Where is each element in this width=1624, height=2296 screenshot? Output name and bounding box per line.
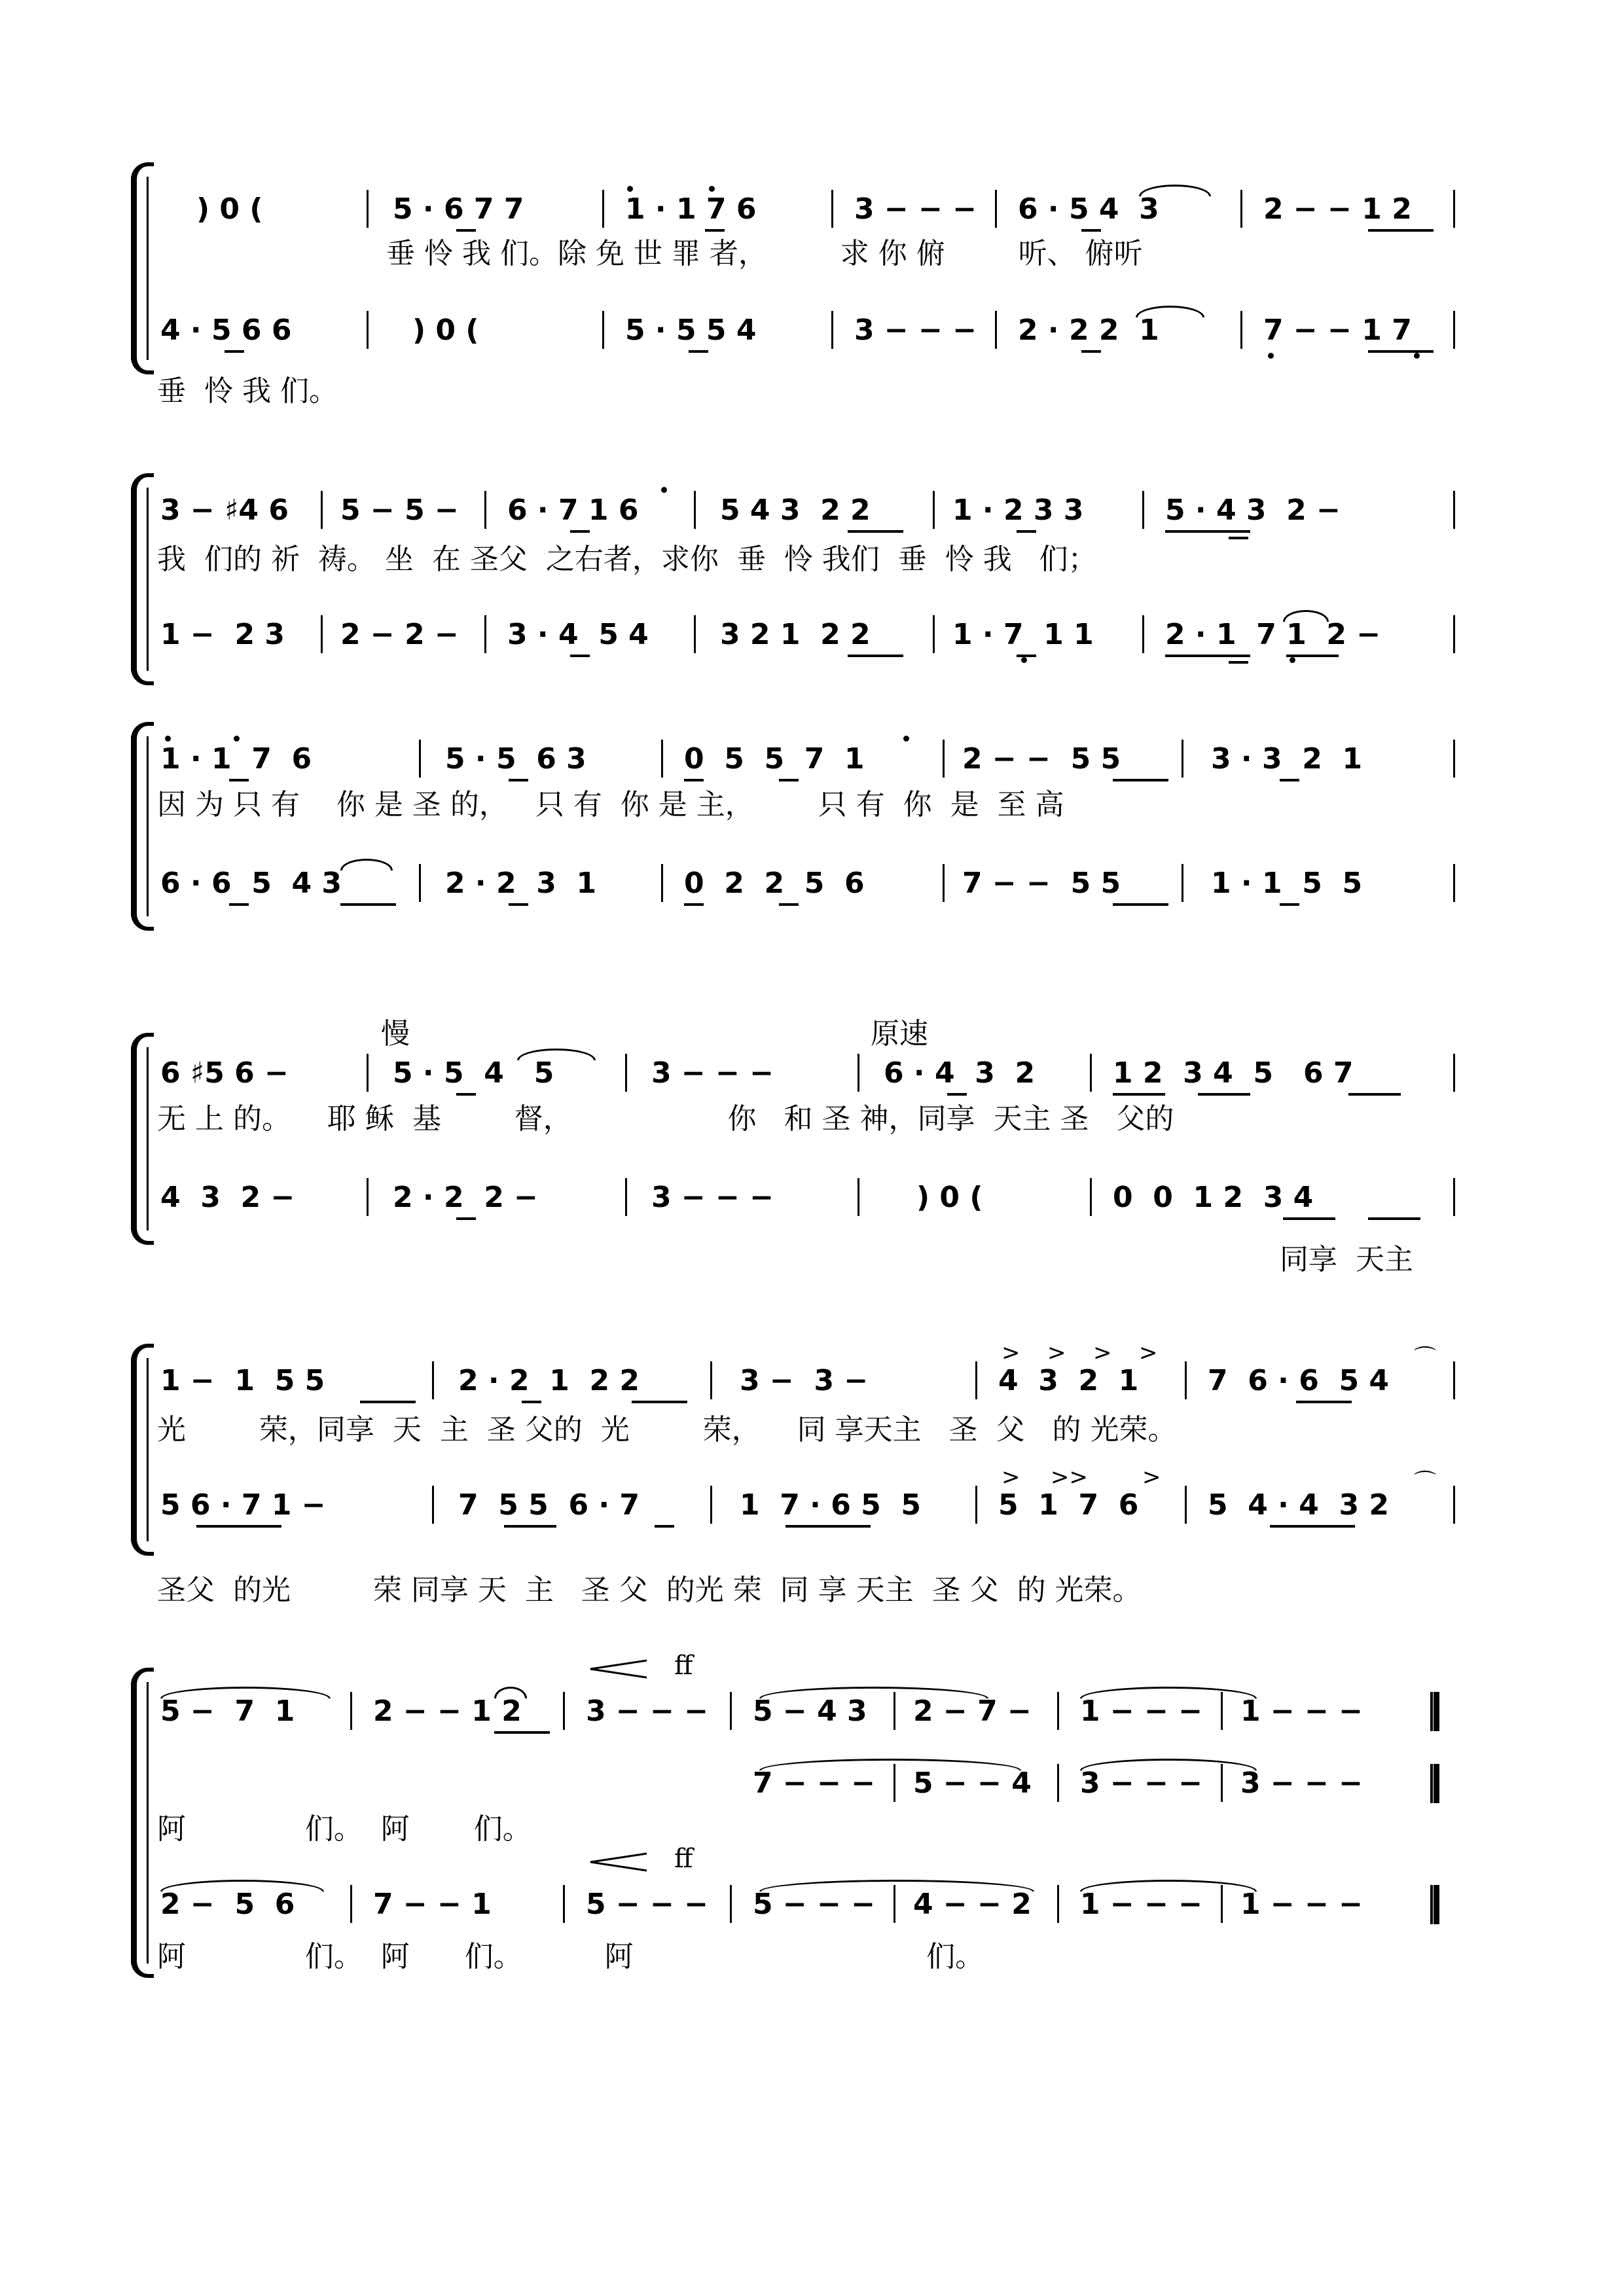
measure: 3 − − − xyxy=(586,1695,709,1728)
measure: 1 · 1 7 6 xyxy=(625,192,757,226)
alto-staff: 5 6 · 7 1 − 7 5 5 6 · 7 1 7 · 6 5 5 5 1 7 6 5 4 · 4 3 2 > >> > ⌒ xyxy=(0,1486,1624,1532)
measure: 1 · 7 1 1 xyxy=(952,618,1094,651)
measure: 6 · 4 3 2 xyxy=(884,1056,1036,1090)
measure: 7 5 5 6 · 7 xyxy=(458,1488,640,1522)
measure: 3 − 3 − xyxy=(740,1364,869,1397)
measure: 5 − 4 3 xyxy=(753,1695,867,1728)
measure: 5 − 7 1 xyxy=(160,1695,295,1728)
measure: 5 1 7 6 xyxy=(998,1488,1139,1522)
measure: 1 2 3 4 5 6 7 xyxy=(1113,1056,1354,1090)
measure: 2 · 2 1 2 2 xyxy=(458,1364,640,1397)
measure: 3 · 3 2 1 xyxy=(1211,742,1363,776)
soprano-staff xyxy=(0,740,1624,785)
measure: 2 − 7 − xyxy=(913,1695,1032,1728)
measure: 3 − ♯4 6 xyxy=(160,493,289,527)
measure: 7 − − 1 xyxy=(373,1888,492,1921)
measure: ) 0 ( xyxy=(916,1181,983,1214)
soprano-lyrics: 我 们的 祈 祷。 坐 在 圣父 之右者，求你 垂 怜 我们 垂 怜 我 们； xyxy=(157,543,1097,576)
measure: 5 − − − xyxy=(753,1888,876,1921)
alto-staff xyxy=(0,311,1624,357)
tempo-original-mark: 原速 xyxy=(871,1017,928,1050)
measure: 2 − − 1 2 xyxy=(373,1695,522,1728)
crescendo-hairpin xyxy=(589,1659,648,1679)
measure: ) 0 ( xyxy=(196,192,263,226)
alto-staff xyxy=(0,1178,1624,1224)
measure: 7 6 · 6 5 4 xyxy=(1208,1364,1390,1397)
measure: 5 − − 4 xyxy=(913,1767,1032,1800)
measure: 0 0 1 2 3 4 xyxy=(1113,1181,1314,1214)
soprano-staff xyxy=(0,190,1624,236)
measure: 1 · 2 3 3 xyxy=(952,493,1084,527)
measure: 6 · 7 1 6 xyxy=(507,493,639,527)
alto-staff xyxy=(0,615,1624,661)
alto-lyrics: 圣父 的光 荣 同享 天 主 圣 父 的光 荣 同 享 天主 圣 父 的 光荣。 xyxy=(157,1573,1142,1607)
measure: 1 7 · 6 5 5 xyxy=(740,1488,922,1522)
measure: 1 − − − xyxy=(1080,1888,1203,1921)
measure: 3 − − − xyxy=(854,192,977,226)
dynamic-ff: ff xyxy=(674,1651,693,1681)
measure: 5 4 · 4 3 2 xyxy=(1208,1488,1390,1522)
measure: 5 · 4 3 2 − xyxy=(1165,493,1341,527)
measure: 5 6 · 7 1 − xyxy=(160,1488,326,1522)
measure: 1 · 1 5 5 xyxy=(1211,867,1363,900)
measure: 3 − − − xyxy=(1240,1767,1363,1800)
measure: 6 · 6 5 4 3 xyxy=(160,867,342,900)
measure: 2 − − 5 5 xyxy=(962,742,1121,776)
crescendo-hairpin xyxy=(589,1852,648,1872)
measure: 2 · 2 2 − xyxy=(393,1181,539,1214)
measure: 2 − − 1 2 xyxy=(1263,192,1412,226)
measure: 5 · 5 5 4 xyxy=(625,314,757,347)
measure: 3 − − − xyxy=(1080,1767,1203,1800)
measure: 7 − − 5 5 xyxy=(962,867,1121,900)
measure: 5 − − − xyxy=(586,1888,709,1921)
measure: 3 2 1 2 2 xyxy=(720,618,871,651)
alto-staff xyxy=(0,1885,1624,1931)
measure: 7 − − − xyxy=(753,1767,876,1800)
soprano-staff xyxy=(0,491,1624,537)
soprano-lyrics: 光 荣，同享 天 主 圣 父的 光 荣， 同 享天主 圣 父 的 光荣。 xyxy=(157,1413,1177,1446)
measure: 7 − − 1 7 xyxy=(1263,314,1412,347)
measure: 3 − − − xyxy=(651,1181,774,1214)
soprano-lyrics: 无 上 的。 耶 稣 基 督， 你 和 圣 神，同享 天主 圣 父的 xyxy=(157,1102,1174,1136)
measure: 1 − 2 3 xyxy=(160,618,285,651)
measure: 1 − − − xyxy=(1240,1695,1363,1728)
measure: 5 − 5 − xyxy=(340,493,459,527)
measure: 0 5 5 7 1 xyxy=(684,742,865,776)
soprano-staff xyxy=(0,1054,1624,1100)
soprano-lyrics: 垂 怜 我 们。除 免 世 罪 者， 求 你 俯 听、 俯听 xyxy=(386,237,1143,270)
soprano-staff: 1 − 1 5 5 2 · 2 1 2 2 3 − 3 − 4 3 2 1 7 6 · 6 5 4 > > > > ⌒ xyxy=(0,1361,1624,1407)
measure: 5 · 5 6 3 xyxy=(445,742,586,776)
measure: 2 − 2 − xyxy=(340,618,459,651)
measure: 4 − − 2 xyxy=(913,1888,1032,1921)
measure: 4 3 2 − xyxy=(160,1181,295,1214)
alto-lyrics: 阿 们。 阿 们。 阿 们。 xyxy=(157,1940,984,1973)
measure: 4 · 5 6 6 xyxy=(160,314,292,347)
soprano-lyrics: 阿 们。 阿 们。 xyxy=(157,1812,532,1846)
measure: 3 · 4 5 4 xyxy=(507,618,649,651)
measure: 5 · 5 4 5 xyxy=(393,1056,554,1090)
tempo-slow-mark: 慢 xyxy=(381,1017,410,1050)
measure: 5 · 6 7 7 xyxy=(393,192,524,226)
measure: 2 · 2 2 1 xyxy=(1018,314,1159,347)
soprano-lyrics: 因 为 只 有 你 是 圣 的， 只 有 你 是 主， 只 有 你 是 至 高 xyxy=(157,788,1064,821)
measure: 3 − − − xyxy=(854,314,977,347)
measure: 3 − − − xyxy=(651,1056,774,1090)
measure: 1 · 1 7 6 xyxy=(160,742,312,776)
alto-lyrics: 垂 怜 我 们。 xyxy=(157,374,338,408)
measure: 4 3 2 1 xyxy=(998,1364,1139,1397)
measure: 2 − 5 6 xyxy=(160,1888,295,1921)
measure: 2 · 2 3 1 xyxy=(445,867,597,900)
soprano-staff xyxy=(0,1692,1624,1738)
dynamic-ff: ff xyxy=(674,1844,693,1874)
measure: 2 · 1 7 1 2 − xyxy=(1165,618,1381,651)
measure: 6 ♯5 6 − xyxy=(160,1056,289,1090)
measure: 6 · 5 4 3 xyxy=(1018,192,1159,226)
measure: ) 0 ( xyxy=(412,314,479,347)
measure: 0 2 2 5 6 xyxy=(684,867,865,900)
measure: 1 − 1 5 5 xyxy=(160,1364,325,1397)
soprano-2-staff xyxy=(0,1764,1624,1810)
measure: 1 − − − xyxy=(1080,1695,1203,1728)
measure: 5 4 3 2 2 xyxy=(720,493,871,527)
alto-lyrics: 同享 天主 xyxy=(1280,1243,1413,1276)
alto-staff xyxy=(0,864,1624,910)
measure: 1 − − − xyxy=(1240,1888,1363,1921)
